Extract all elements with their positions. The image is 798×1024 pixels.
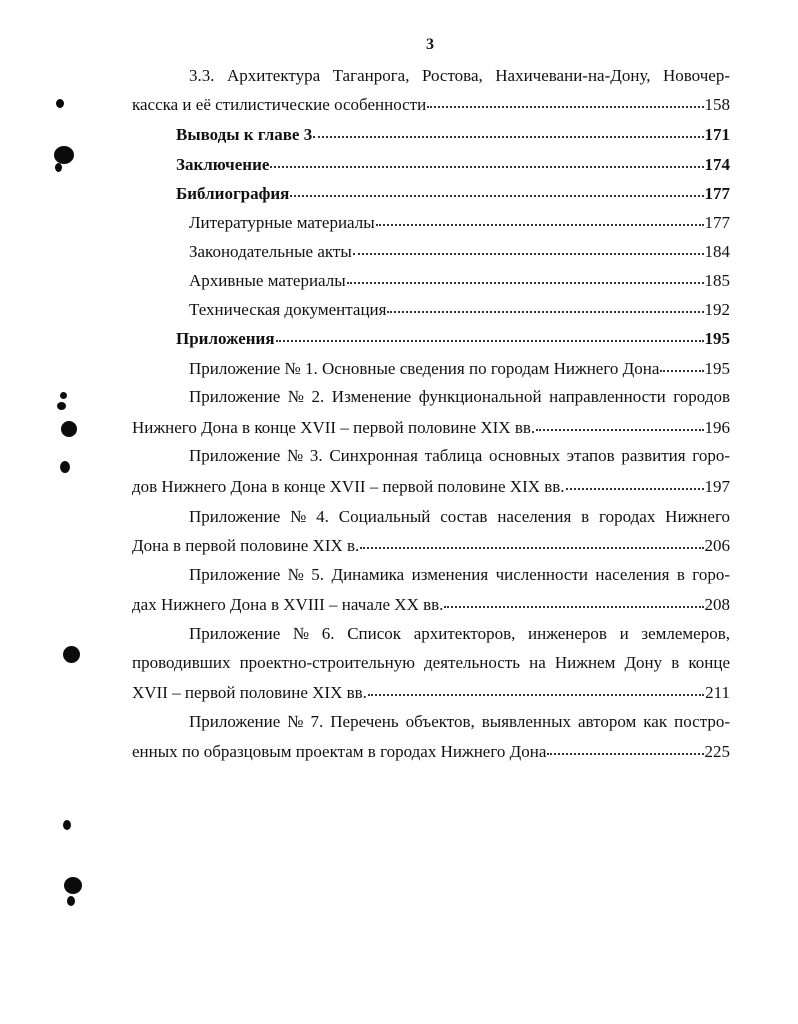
scan-blot bbox=[61, 421, 77, 437]
toc-appendix-7: енных по образцовым проектам в городах Нижнего Дона 225 bbox=[132, 739, 730, 763]
toc-archive-materials: Архивные материалы 185 bbox=[189, 268, 730, 292]
scan-blot bbox=[54, 146, 74, 164]
leader-dots bbox=[360, 531, 703, 549]
toc-appendix-1: Приложение № 1. Основные сведения по городам Нижнего Дона 195 bbox=[189, 356, 730, 380]
toc-appendix-6-line1: Приложение № 6. Список архитекторов, инженеров и землемеров, bbox=[189, 624, 730, 643]
toc-appendix-6-line2: проводивших проектно-строительную деятельность на Нижнем Дону в конце bbox=[132, 653, 730, 672]
toc-appendix-6: XVII – первой половине XIX вв. 211 bbox=[132, 680, 730, 704]
toc-legislative-acts: Законодательные акты 184 bbox=[189, 239, 730, 263]
leader-dots bbox=[536, 413, 703, 431]
leader-dots bbox=[427, 90, 703, 108]
scan-blot bbox=[60, 392, 67, 399]
leader-dots bbox=[368, 678, 704, 696]
toc-appendix-3-line1: Приложение № 3. Синхронная таблица основных этапов развития горо- bbox=[189, 446, 730, 465]
scan-blot bbox=[60, 461, 70, 473]
toc-appendices: Приложения 195 bbox=[176, 326, 730, 350]
toc-appendix-4-line1: Приложение № 4. Социальный состав населения в городах Нижнего bbox=[189, 507, 730, 526]
leader-dots bbox=[276, 324, 704, 342]
scan-blot bbox=[63, 646, 80, 663]
toc-section-3-3 bbox=[132, 92, 730, 116]
toc-bibliography: Библиография 177 bbox=[176, 181, 730, 205]
toc-appendix-3: дов Нижнего Дона в конце XVII – первой половине XIX вв. 197 bbox=[132, 474, 730, 498]
toc-appendix-2-line1: Приложение № 2. Изменение функциональной направленности городов bbox=[189, 387, 730, 406]
toc-appendix-5-line1: Приложение № 5. Динамика изменения численности населения в горо- bbox=[189, 565, 730, 584]
leader-dots bbox=[376, 208, 704, 226]
scan-blot bbox=[64, 877, 82, 894]
toc-appendix-2: Нижнего Дона в конце XVII – первой половине XIX вв. 196 bbox=[132, 415, 730, 439]
leader-dots bbox=[270, 150, 703, 168]
toc-entry-title: касска и её стилистические особенности bbox=[132, 95, 427, 114]
leader-dots bbox=[290, 179, 703, 197]
leader-dots bbox=[444, 590, 703, 608]
leader-dots bbox=[387, 295, 703, 313]
toc-appendix-5: дах Нижнего Дона в XVIII – начале XX вв. 208 bbox=[132, 592, 730, 616]
toc-page-number: 158 bbox=[704, 95, 730, 114]
leader-dots bbox=[566, 472, 704, 490]
toc-appendix-4: Дона в первой половине XIX в. 206 bbox=[132, 533, 730, 557]
leader-dots bbox=[353, 237, 704, 255]
toc-section-3-3-line1: 3.3. Архитектура Таганрога, Ростова, Нахичевани-на-Дону, Новочер- bbox=[189, 66, 730, 85]
scan-blot bbox=[67, 896, 75, 906]
toc-appendix-7-line1: Приложение № 7. Перечень объектов, выявленных автором как постро- bbox=[189, 712, 730, 731]
scan-blot bbox=[63, 820, 71, 830]
scan-blot bbox=[55, 163, 62, 172]
toc-conclusion: Заключение 174 bbox=[176, 152, 730, 176]
toc-conclusions-ch3: Выводы к главе 3 171 bbox=[176, 122, 730, 146]
scan-blot bbox=[56, 99, 64, 108]
leader-dots bbox=[660, 354, 703, 372]
leader-dots bbox=[547, 737, 703, 755]
leader-dots bbox=[347, 266, 704, 284]
scan-blot bbox=[57, 402, 66, 410]
toc-technical-docs: Техническая документация 192 bbox=[189, 297, 730, 321]
page-number: 3 bbox=[426, 36, 434, 53]
leader-dots bbox=[313, 120, 703, 138]
toc-literature: Литературные материалы 177 bbox=[189, 210, 730, 234]
